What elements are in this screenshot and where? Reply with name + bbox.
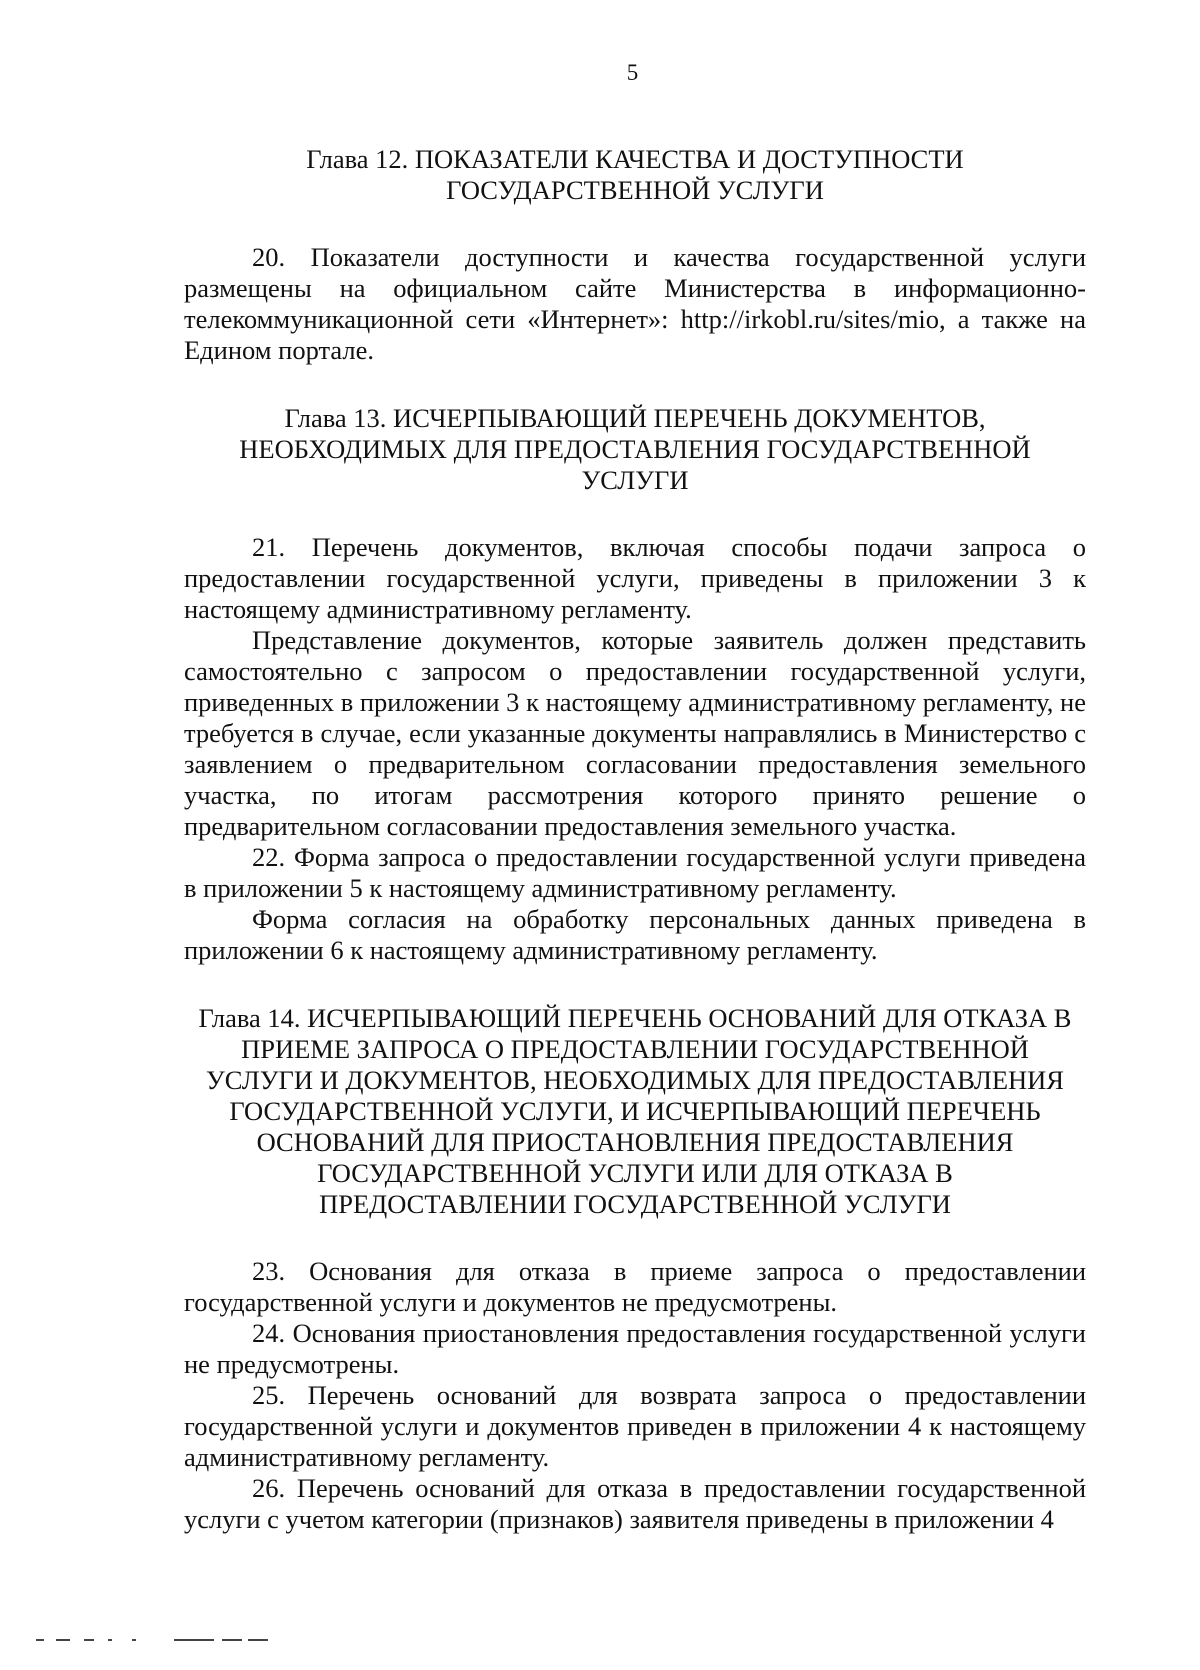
paragraph-24: 24. Основания приостановления предоставления государственной услуги не предусмотрены. xyxy=(184,1318,1086,1379)
paragraph-26: 26. Перечень оснований для отказа в предоставлении государственной услуги с учетом категории (признаков) заявителя приведены в приложении 4 xyxy=(184,1473,1086,1534)
heading-line: ГОСУДАРСТВЕННОЙ УСЛУГИ ИЛИ ДЛЯ ОТКАЗА В xyxy=(317,1158,953,1188)
paragraph-22-continued: Форма согласия на обработку персональных данных приведена в приложении 6 к настоящему административному регламенту. xyxy=(184,904,1086,965)
paragraph-20: 20. Показатели доступности и качества государственной услуги размещены на официальном сайте Министерства в информационно-телекоммуникационной сети «Интернет»: http://irkobl.ru/sites/mio, а также на Едином портале. xyxy=(184,242,1086,365)
heading-line: ПРИЕМЕ ЗАПРОСА О ПРЕДОСТАВЛЕНИИ ГОСУДАРСТВЕННОЙ xyxy=(241,1034,1029,1064)
heading-line: ГОСУДАРСТВЕННОЙ УСЛУГИ xyxy=(446,175,824,205)
paragraph-21-continued: Представление документов, которые заявитель должен представить самостоятельно с запросом о предоставлении государственной услуги, приведенных в приложении 3 к настоящему административному регламенту, не требуется в случае, если указанные документы направлялись в Министерство с заявлением о предварительном согласовании предоставления земельного участка, по итогам рассмотрения которого принято решение о предварительном согласовании предоставления земельного участка. xyxy=(184,625,1086,841)
heading-line: Глава 14. ИСЧЕРПЫВАЮЩИЙ ПЕРЕЧЕНЬ ОСНОВАНИЙ ДЛЯ ОТКАЗА В xyxy=(198,1003,1072,1033)
paragraph-25: 25. Перечень оснований для возврата запроса о предоставлении государственной услуги и документов приведен в приложении 4 к настоящему административному регламенту. xyxy=(184,1380,1086,1472)
page-number: 5 xyxy=(626,60,639,85)
chapter-13-heading xyxy=(184,403,1086,496)
heading-line: УСЛУГИ И ДОКУМЕНТОВ, НЕОБХОДИМЫХ ДЛЯ ПРЕДОСТАВЛЕНИЯ xyxy=(206,1065,1064,1095)
paragraph-23: 23. Основания для отказа в приеме запроса о предоставлении государственной услуги и документов не предусмотрены. xyxy=(184,1256,1086,1317)
paragraph-21: 21. Перечень документов, включая способы подачи запроса о предоставлении государственной услуги, приведены в приложении 3 к настоящему административному регламенту. xyxy=(184,532,1086,624)
heading-line: ОСНОВАНИЙ ДЛЯ ПРИОСТАНОВЛЕНИЯ ПРЕДОСТАВЛЕНИЯ xyxy=(256,1127,1014,1157)
heading-line: ПРЕДОСТАВЛЕНИИ ГОСУДАРСТВЕННОЙ УСЛУГИ xyxy=(319,1189,951,1219)
chapter-14-heading xyxy=(184,1003,1086,1220)
page-content xyxy=(184,144,1086,1535)
heading-line: ГОСУДАРСТВЕННОЙ УСЛУГИ, И ИСЧЕРПЫВАЮЩИЙ ПЕРЕЧЕНЬ xyxy=(229,1096,1041,1126)
paragraph-22: 22. Форма запроса о предоставлении государственной услуги приведена в приложении 5 к настоящему административному регламенту. xyxy=(184,842,1086,903)
heading-line: НЕОБХОДИМЫХ ДЛЯ ПРЕДОСТАВЛЕНИЯ ГОСУДАРСТВЕННОЙ xyxy=(239,434,1031,464)
chapter-12-heading xyxy=(184,144,1086,206)
heading-line: Глава 12. ПОКАЗАТЕЛИ КАЧЕСТВА И ДОСТУПНОСТИ xyxy=(306,144,964,174)
heading-line: Глава 13. ИСЧЕРПЫВАЮЩИЙ ПЕРЕЧЕНЬ ДОКУМЕНТОВ, xyxy=(284,403,986,433)
heading-line: УСЛУГИ xyxy=(581,465,689,495)
